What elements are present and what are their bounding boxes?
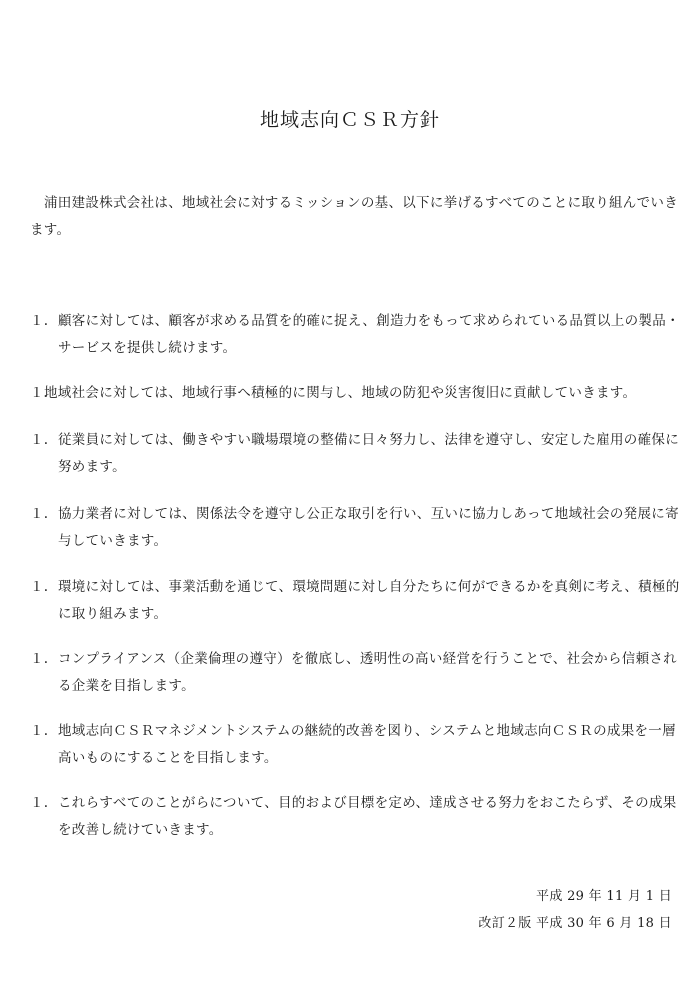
policy-item-5 [30, 574, 680, 628]
intro-paragraph: 浦田建設株式会社は、地域社会に対するミッションの基、以下に挙げるすべてのことに取り組んでいきます。 [30, 195, 678, 238]
policy-text: コンプライアンス（企業倫理の遵守）を徹底し、透明性の高い経営を行うことで、社会から信頼される企業を目指します。 [58, 651, 677, 694]
policy-item-8 [30, 790, 680, 844]
revised-date: 改訂２版 平成 30 年 6 月 18 日 [478, 916, 672, 931]
policy-number: １. [30, 723, 49, 739]
policy-number: １. [30, 795, 49, 811]
policy-number: １. [30, 385, 49, 401]
policy-text: これらすべてのことがらについて、目的および目標を定め、達成させる努力をおこたらず、その成果を改善し続けていきます。 [58, 795, 677, 838]
policy-text: 地域志向ＣＳＲマネジメントシステムの継続的改善を図り、システムと地域志向ＣＳＲの成果を一層高いものにすることを目指します。 [58, 723, 676, 766]
policy-text: 環境に対しては、事業活動を通じて、環境問題に対し自分たちに何ができるかを真剣に考え、積極的に取り組みます。 [58, 579, 680, 622]
policy-item-2 [30, 380, 680, 407]
policy-item-4 [30, 501, 680, 555]
policy-item-7 [30, 718, 680, 772]
policy-text: 協力業者に対しては、関係法令を遵守し公正な取引を行い、互いに協力しあって地域社会の発展に寄与していきます。 [58, 506, 679, 549]
page-title: 地域志向ＣＳＲ方針 [259, 109, 440, 131]
policy-text: 地域社会に対しては、地域行事へ積極的に関与し、地域の防犯や災害復旧に貢献していきます。 [44, 385, 637, 401]
policy-number: １. [30, 313, 49, 329]
established-date: 平成 29 年 11 月 1 日 [536, 889, 672, 904]
policy-text: 顧客に対しては、顧客が求める品質を的確に捉え、創造力をもって求められている品質以上の製品・サービスを提供し続けます。 [58, 313, 680, 356]
date-block [478, 883, 672, 937]
policy-number: １. [30, 579, 49, 595]
policy-item-1 [30, 308, 680, 362]
policy-number: １. [30, 432, 49, 448]
policy-number: １. [30, 651, 49, 667]
policy-text: 従業員に対しては、働きやすい職場環境の整備に日々努力し、法律を遵守し、安定した雇用の確保に努めます。 [58, 432, 679, 475]
policy-number: １. [30, 506, 49, 522]
policy-item-6 [30, 646, 680, 700]
policy-item-3 [30, 427, 680, 481]
